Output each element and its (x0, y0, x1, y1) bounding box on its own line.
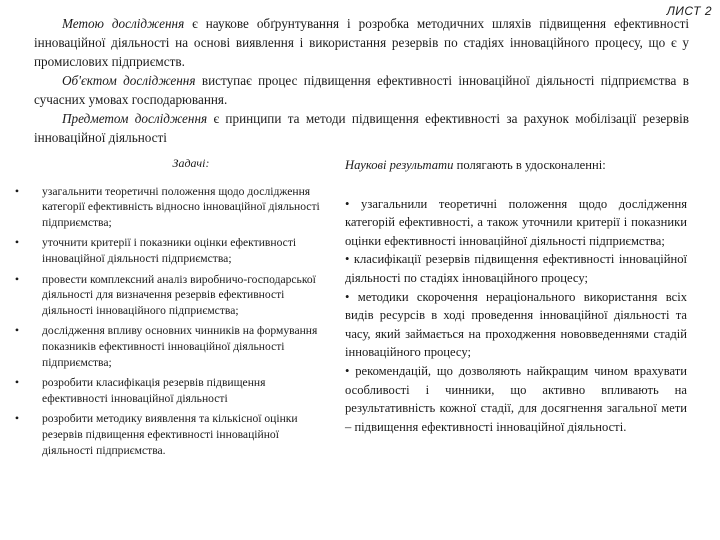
result-item: • рекомендацій, що дозволяють найкращим чином врахувати особливості і чинники, що активно впливають на результативність кожної стадії, для досягнення загальної мети – підвищення ефективності інноваційної діяльності. (345, 363, 687, 434)
bullet-icon: • (14, 183, 20, 198)
task-text: дослідження впливу основних чинників на формування показників ефективності інноваційної діяльності підприємства; (42, 324, 318, 369)
subject-text: є принципи та методи підвищення ефективності за рахунок мобілізації резервів інноваційної діяльності (34, 111, 689, 145)
task-text: провести комплексний аналіз виробничо-господарської діяльності для визначення резервів ефективності діяльності інноваційного підприємства; (42, 272, 316, 317)
task-text: уточнити критерії і показники оцінки ефективності інноваційної діяльності підприємства; (42, 236, 297, 265)
results-title-rest: полягають в удосконаленні: (453, 158, 606, 172)
object-text: виступає процес підвищення ефективності інноваційної діяльності підприємства в сучасних умовах господарювання. (34, 73, 689, 107)
results-column (345, 156, 687, 436)
task-item (10, 184, 332, 231)
results-title-term: Наукові результати (345, 158, 454, 172)
goal-paragraph (34, 14, 689, 71)
result-item: • узагальнили теоретичні положення щодо дослідження категорій ефективності, а також уточнили критерії і показники оцінки ефективності інноваційної діяльності підприємства; (345, 196, 687, 248)
task-item (10, 323, 332, 370)
object-paragraph (34, 71, 689, 109)
results-title (345, 156, 687, 175)
task-item (10, 272, 332, 319)
tasks-title: Задачі: (172, 156, 210, 170)
task-text: узагальнити теоретичні положення щодо дослідження категорії ефективність відносно інноваційної діяльності підприємства; (42, 184, 320, 229)
task-item (10, 235, 332, 266)
results-list (345, 195, 687, 437)
goal-text: є наукове обґрунтування і розробка методичних шляхів підвищення ефективності інноваційної діяльності на основі виявлення і використання резервів по стадіях інноваційного процесу, що є у промислових підприємств. (34, 16, 689, 69)
task-text: розробити класифікація резервів підвищення ефективності інноваційної діяльності (42, 376, 266, 405)
bullet-icon: • (14, 235, 20, 250)
goal-term: Метою дослідження (62, 16, 185, 31)
subject-paragraph (34, 109, 689, 147)
result-item: • класифікації резервів підвищення ефективності інноваційної діяльності по стадіях інноваційного процесу; (345, 252, 687, 285)
bullet-icon: • (14, 323, 20, 338)
object-term: Об'єктом дослідження (62, 73, 196, 88)
bullet-icon: • (14, 411, 20, 426)
task-item (10, 411, 332, 458)
bullet-icon: • (14, 271, 20, 286)
bullet-icon: • (14, 375, 20, 390)
sheet-label: ЛИСТ 2 (666, 4, 712, 18)
subject-term: Предметом дослідження (62, 111, 208, 126)
task-item (10, 375, 332, 406)
intro-section (34, 14, 689, 147)
tasks-column (10, 156, 332, 463)
result-item: • методики скорочення нераціонального використання всіх видів ресурсів в ході проведення інноваційної діяльності та часу, який займається на проходження нововведеннями стадій інноваційного процесу; (345, 289, 687, 360)
task-text: розробити методику виявлення та кількісної оцінки резервів підвищення ефективності інноваційної діяльності підприємства. (42, 412, 298, 457)
